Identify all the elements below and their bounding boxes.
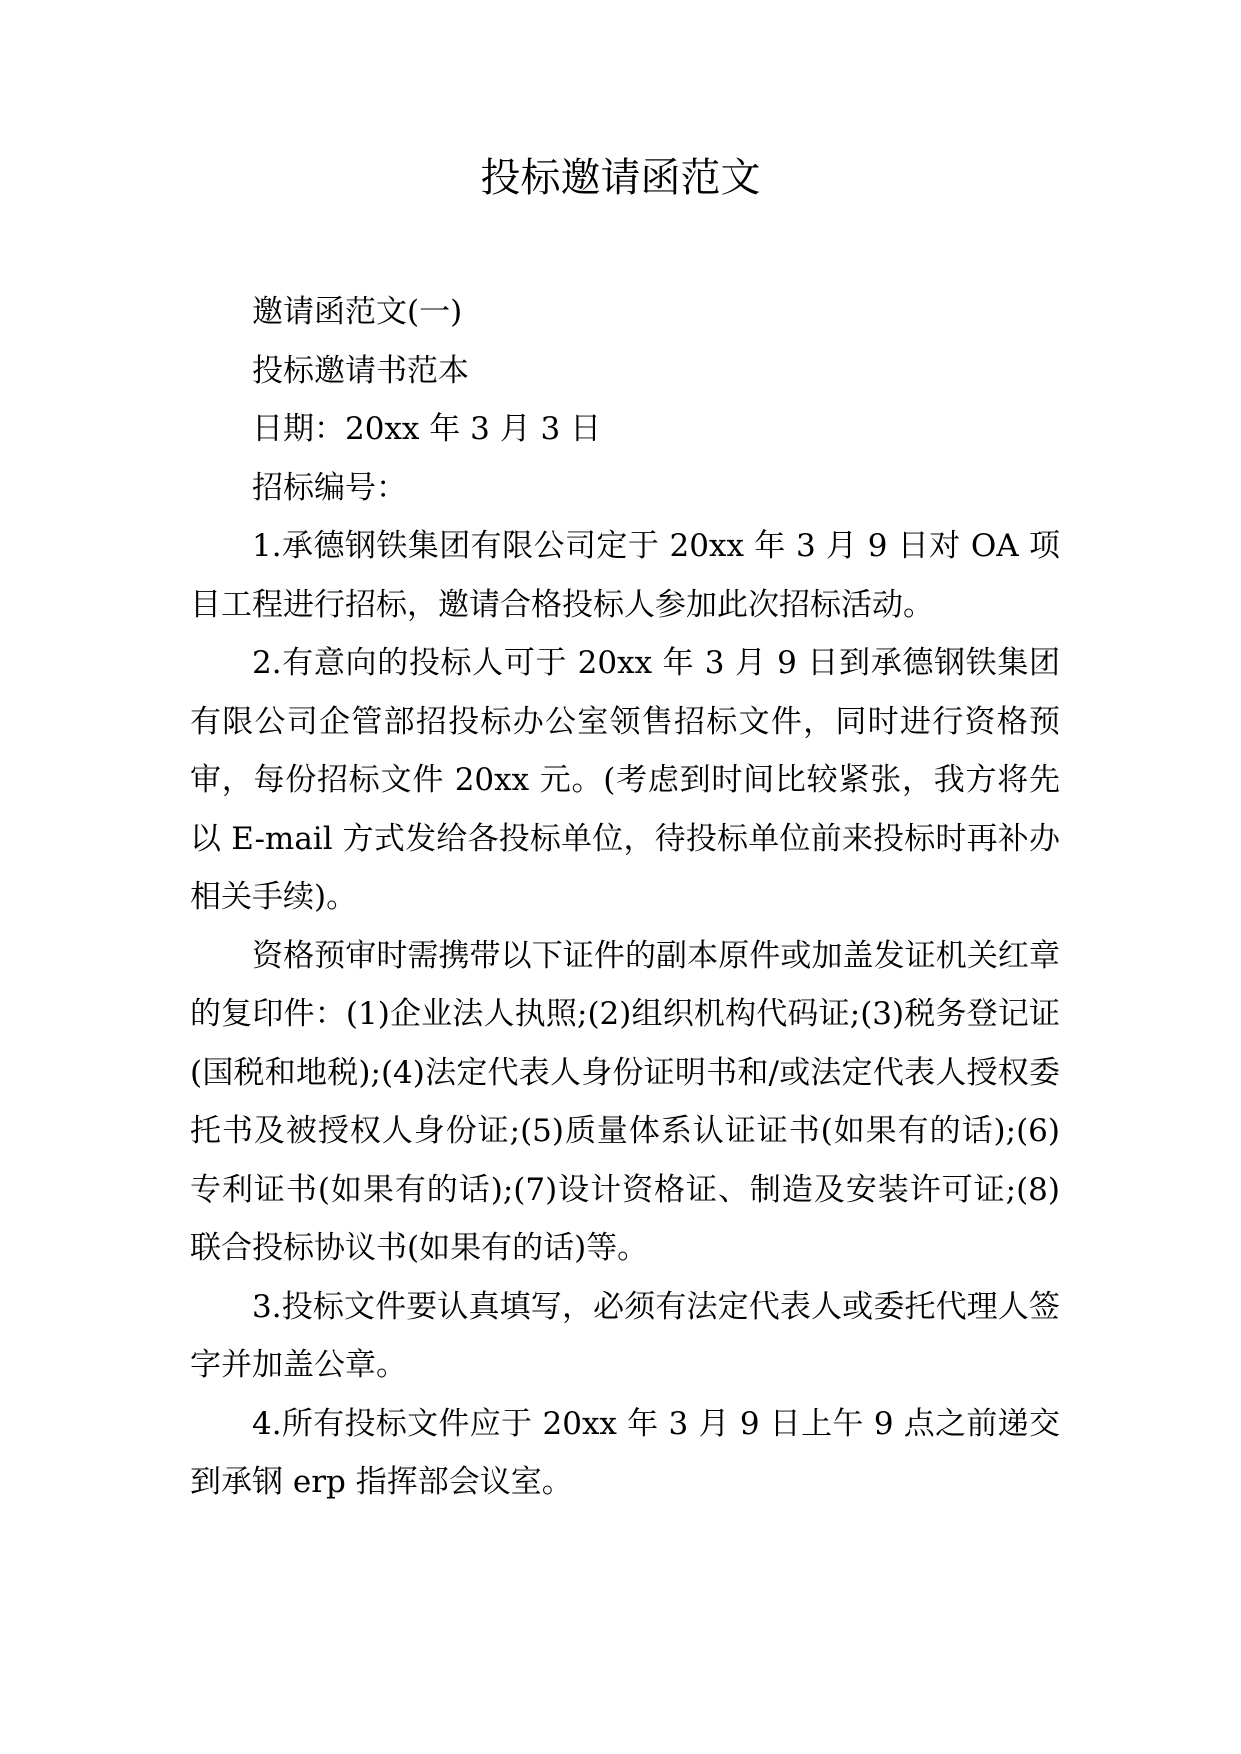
paragraph-item-2: 2.有意向的投标人可于 20xx 年 3 月 9 日到承德钢铁集团有限公司企管部招投标办公室领售招标文件，同时进行资格预审，每份招标文件 20xx 元。(考虑到时间比较紧张，我方将先以 E-mail 方式发给各投标单位，待投标单位前来投标时再补办相关手续)。 [190,645,1060,915]
paragraph-item-1: 1.承德钢铁集团有限公司定于 20xx 年 3 月 9 日对 OA 项目工程进行招标，邀请合格投标人参加此次招标活动。 [190,528,1060,623]
paragraph-item-3: 3.投标文件要认真填写，必须有法定代表人或委托代理人签字并加盖公章。 [190,1288,1060,1383]
document-body [190,283,1060,1512]
paragraph-bid-number: 招标编号： [252,469,407,506]
document-title: 投标邀请函范文 [480,155,761,201]
paragraph-subtitle: 邀请函范文(一) [252,294,463,330]
paragraph-date: 日期：20xx 年 3 月 3 日 [252,411,602,447]
paragraph-item-4: 4.所有投标文件应于 20xx 年 3 月 9 日上午 9 点之前递交到承钢 erp 指挥部会议室。 [190,1405,1060,1500]
paragraph-qualification: 资格预审时需携带以下证件的副本原件或加盖发证机关红章的复印件：(1)企业法人执照;(2)组织机构代码证;(3)税务登记证(国税和地税);(4)法定代表人身份证明书和/或法定代表人授权委托书及被授权人身份证;(5)质量体系认证证书(如果有的话);(6)专利证书(如果有的话);(7)设计资格证、制造及安装许可证;(8)联合投标协议书(如果有的话)等。 [190,937,1060,1266]
paragraph-heading: 投标邀请书范本 [252,352,469,389]
